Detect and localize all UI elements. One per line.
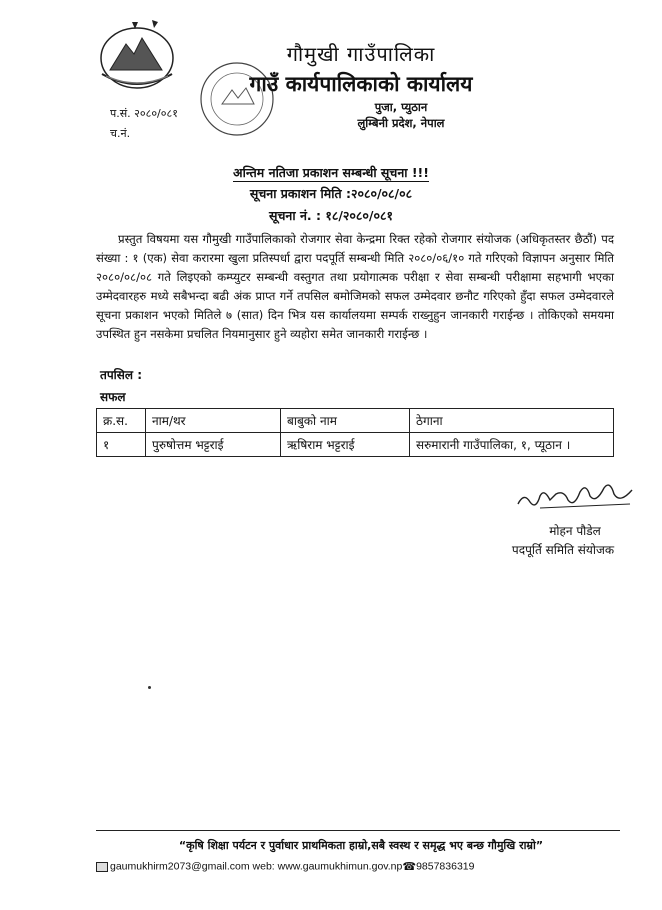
header-father-name: बाबुको नाम bbox=[281, 409, 410, 433]
notice-number: सूचना नं. : १८/२०८०/०८१ bbox=[269, 208, 393, 223]
header-address: ठेगाना bbox=[410, 409, 614, 433]
contact-text: gaumukhirm2073@gmail.com web: www.gaumukhimun.gov.np bbox=[110, 860, 403, 873]
office-name: गौमुखी गाउँपालिका bbox=[286, 42, 436, 66]
notice-date: सूचना प्रकाशन मिति :२०८०/०८/०८ bbox=[249, 186, 413, 201]
footer-divider bbox=[96, 830, 620, 831]
cell-sn: १ bbox=[97, 433, 146, 457]
safal-label: सफल bbox=[100, 390, 126, 404]
phone-number: 9857836319 bbox=[416, 860, 475, 873]
phone-icon: ☎ bbox=[402, 861, 417, 873]
cell-father-name: ऋषिराम भट्टराई bbox=[281, 433, 410, 457]
cell-name: पुरुषोत्तम भट्टराई bbox=[146, 433, 281, 457]
footer-contact bbox=[96, 860, 616, 873]
tapasil-label: तपसिल : bbox=[100, 368, 142, 382]
cell-address: सरुमारानी गाउँपालिका, १, प्यूठान । bbox=[410, 433, 614, 457]
address-line-1: पुजा, प्युठान bbox=[374, 100, 428, 114]
mail-icon bbox=[96, 862, 108, 872]
reference-number: प.सं. २०८०/०८१ bbox=[110, 107, 178, 120]
table-header-row bbox=[97, 409, 614, 433]
footer-slogan: “कृषि शिक्षा पर्यटन र पुर्वाधार प्राथमिकता हाम्रो,सबै स्वस्थ र समृद्ध भए बन्छ गौमुखि राम्रो” bbox=[178, 839, 544, 852]
office-subtitle: गाउँ कार्यपालिकाको कार्यालय bbox=[249, 72, 473, 96]
address-line-2: लुम्बिनी प्रदेश, नेपाल bbox=[357, 116, 445, 130]
header-name: नाम/थर bbox=[146, 409, 281, 433]
signer-name: मोहन पौडेल bbox=[549, 524, 601, 538]
header-sn: क्र.स. bbox=[97, 409, 146, 433]
stray-mark bbox=[148, 686, 151, 689]
table-row bbox=[97, 433, 614, 457]
result-table bbox=[96, 408, 614, 457]
dispatch-number: च.नं. bbox=[110, 127, 131, 140]
signature bbox=[510, 474, 640, 520]
notice-title: अन्तिम नतिजा प्रकाशन सम्बन्धी सूचना !!! bbox=[233, 165, 429, 180]
notice-body: प्रस्तुत विषयमा यस गौमुखी गाउँपालिकाको रोजगार सेवा केन्द्रमा रिक्त रहेको रोजगार संयोजक (अधिकृतस्तर छैठौं) पद संख्या : १ (एक) सेवा करारमा खुला प्रतिस्पर्धा द्वारा पदपूर्ति सम्बन्धी मिति २०८०/०६/१० गते गरिएको विज्ञापन अनुसार मिति २०८०/०८/०८ गते लिइएको कम्प्युटर सम्बन्धी वस्तुगत तथा प्रयोगात्मक परीक्षा र सेवा सम्बन्धी परीक्षामा सहभागी भएका उम्मेदवारहरु मध्ये सबैभन्दा बढी अंक प्राप्त गर्ने तपसिल बमोजिमको सफल उम्मेदवार छनौट गरिएको हुँदा सफल उम्मेदवारले सूचना प्रकाशन भएको मितिले ७ (सात) दिन भित्र यस कार्यालयमा सम्पर्क राख्नुहुन जानकारी गराईन्छ । तोकिएको समयमा उपस्थित हुन नसकेमा प्रचलित नियमानुसार हुने व्यहोरा समेत जानकारी गराईन्छ । bbox=[96, 232, 614, 341]
signer-title: पदपूर्ति समिति संयोजक bbox=[511, 543, 615, 557]
